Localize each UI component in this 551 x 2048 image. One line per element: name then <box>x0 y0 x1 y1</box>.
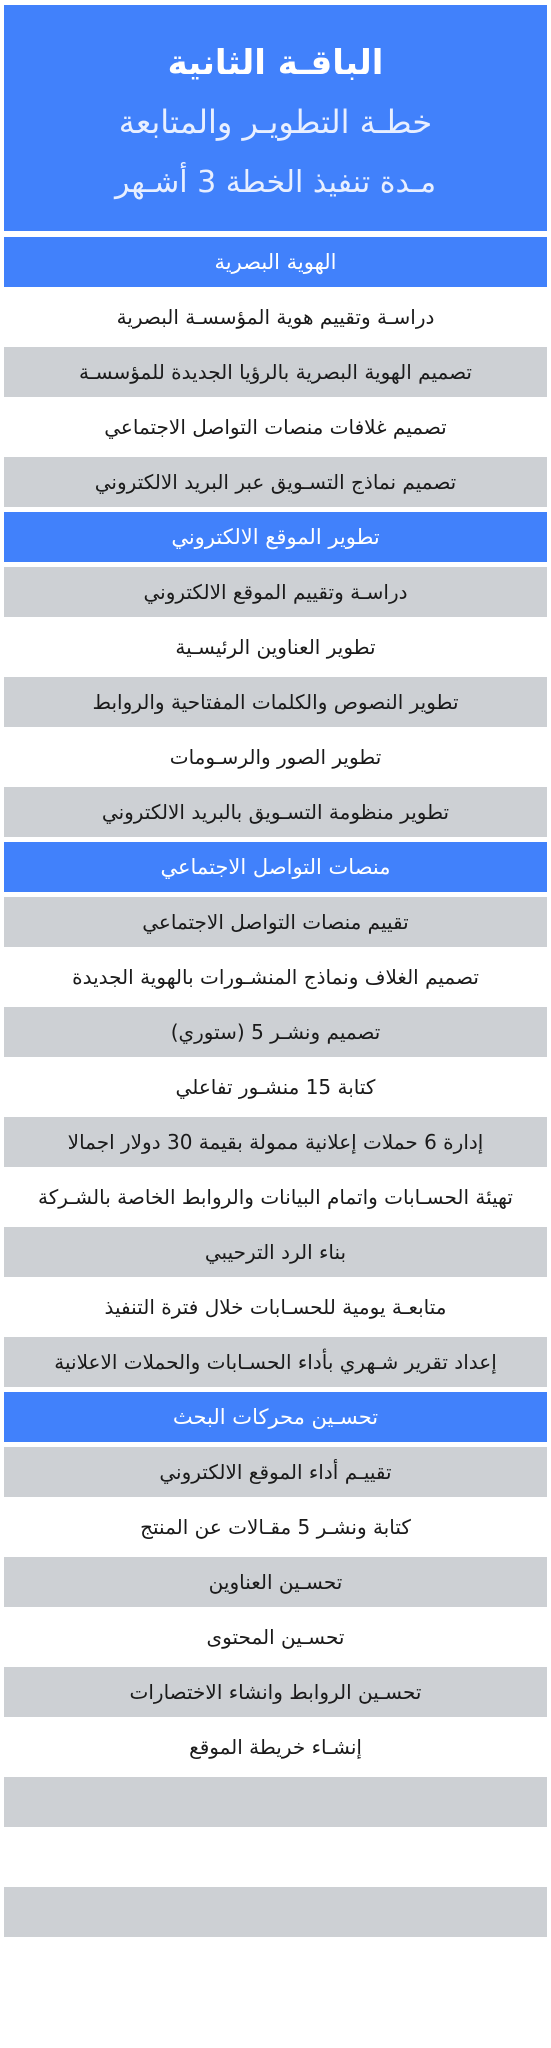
plan-item: تقييـم أداء الموقع الالكتروني <box>4 1447 547 1497</box>
plan-item: إدارة 6 حملات إعلانية ممولة بقيمة 30 دولار اجمالا <box>4 1117 547 1167</box>
plan-item: تحسـين المحتوى <box>4 1612 547 1662</box>
plan-item <box>4 1777 547 1827</box>
plan-item: دراسـة وتقييم هوية المؤسسـة البصرية <box>4 292 547 342</box>
section-header: منصات التواصل الاجتماعي <box>4 842 547 892</box>
plan-item: إعداد تقرير شـهري بأداء الحسـابات والحملات الاعلانية <box>4 1337 547 1387</box>
plan-item: تطوير النصوص والكلمات المفتاحية والروابط <box>4 677 547 727</box>
plan-item: كتابة ونشـر 5 مقـالات عن المنتج <box>4 1502 547 1552</box>
plan-item: دراسـة وتقييم الموقع الالكتروني <box>4 567 547 617</box>
plan-item: تطوير العناوين الرئيسـية <box>4 622 547 672</box>
plan-item: تصميم الغلاف ونماذج المنشـورات بالهوية الجديدة <box>4 952 547 1002</box>
plan-item: تقييم منصات التواصل الاجتماعي <box>4 897 547 947</box>
plan-item: تحسـين العناوين <box>4 1557 547 1607</box>
section-header: تحسـين محركات البحث <box>4 1392 547 1442</box>
plan-item: تصميم نماذج التسـويق عبر البريد الالكتروني <box>4 457 547 507</box>
section-header: الهوية البصرية <box>4 237 547 287</box>
package-title: الباقـة الثانية <box>167 43 384 83</box>
plan-item: تصميم الهوية البصرية بالرؤيا الجديدة للمؤسسـة <box>4 347 547 397</box>
plan-item: تصميم ونشـر 5 (ستوري) <box>4 1007 547 1057</box>
plan-item <box>4 1832 547 1882</box>
plan-duration: مـدة تنفيذ الخطة 3 أشـهر <box>114 165 437 200</box>
plan-item: تطوير منظومة التسـويق بالبريد الالكتروني <box>4 787 547 837</box>
section-header: تطوير الموقع الالكتروني <box>4 512 547 562</box>
package-header <box>4 5 547 231</box>
plan-item: كتابة 15 منشـور تفاعلي <box>4 1062 547 1112</box>
plan-item: تطوير الصور والرسـومات <box>4 732 547 782</box>
plan-item: تهيئة الحسـابات واتمام البيانات والروابط الخاصة بالشـركة <box>4 1172 547 1222</box>
plan-item: متابعـة يومية للحسـابات خلال فترة التنفيذ <box>4 1282 547 1332</box>
plan-subtitle: خطـة التطويـر والمتابعة <box>118 103 433 141</box>
plan-item: إنشـاء خريطة الموقع <box>4 1722 547 1772</box>
plan-item: تحسـين الروابط وانشاء الاختصارات <box>4 1667 547 1717</box>
plan-item: بناء الرد الترحيبي <box>4 1227 547 1277</box>
plan-item <box>4 1887 547 1937</box>
plan-items-list <box>4 237 547 1942</box>
plan-item: تصميم غلافات منصات التواصل الاجتماعي <box>4 402 547 452</box>
